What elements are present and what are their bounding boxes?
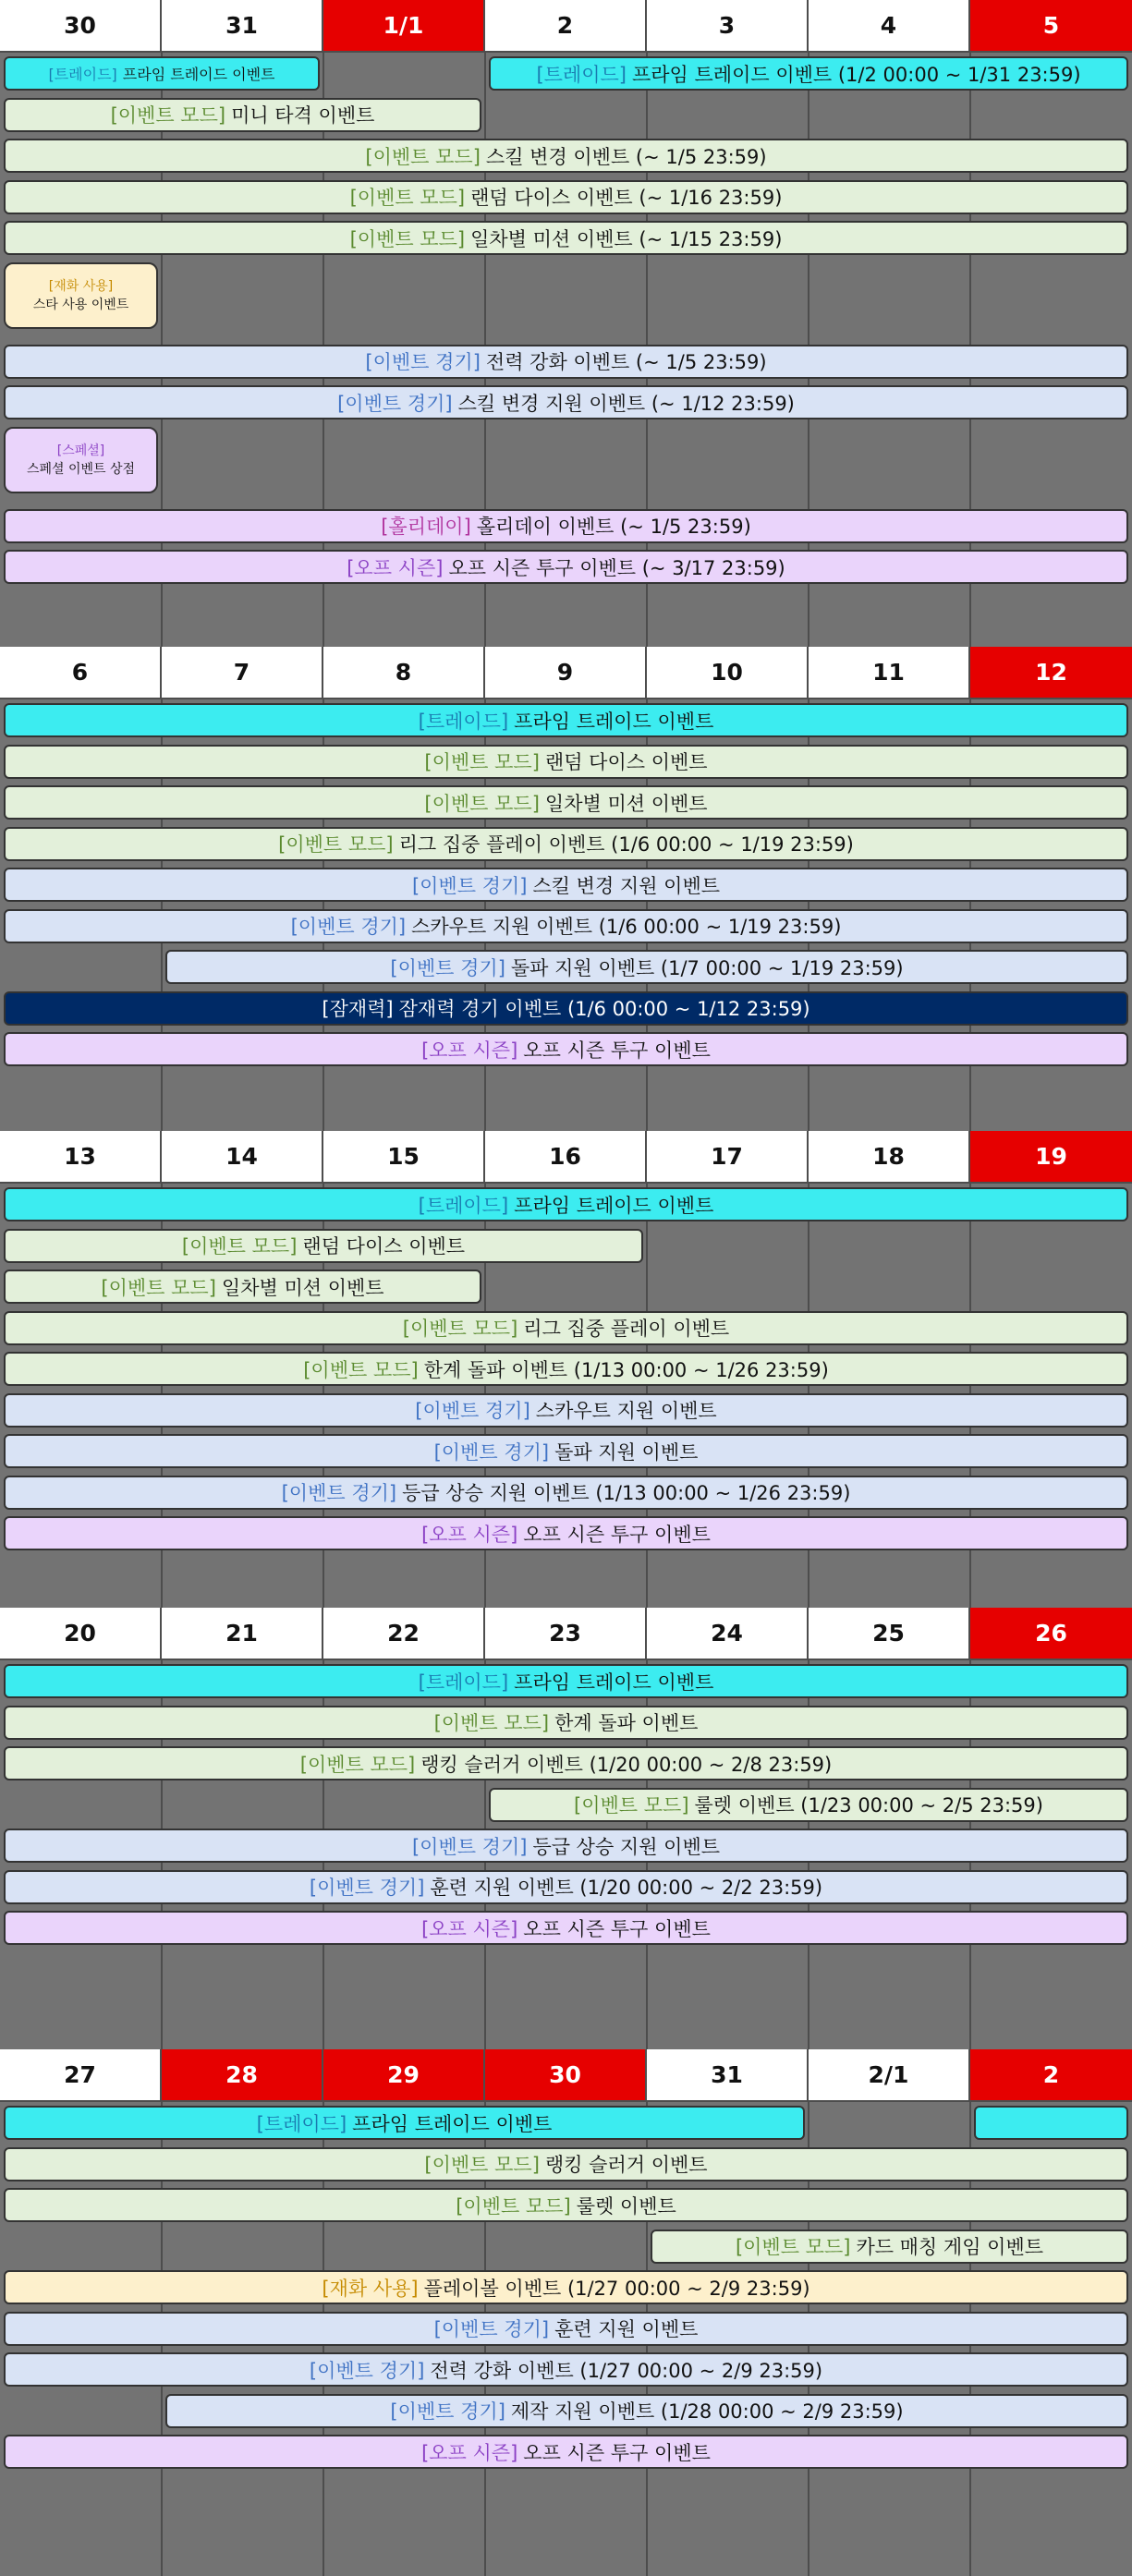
event-title: 카드 매칭 게임 이벤트 [856,2236,1044,2258]
event-category-tag: [이벤트 경기] [433,2318,550,2340]
event-category-tag: [이벤트 경기] [290,916,407,938]
event-category-tag: [이벤트 모드] [735,2236,851,2258]
event-category-tag: [이벤트 모드] [299,1753,416,1776]
event-category-tag: [이벤트 경기] [411,1835,528,1858]
event-bar[interactable] [165,2394,1128,2428]
event-bar[interactable] [4,827,1128,861]
event-bar[interactable] [4,98,481,132]
event-title: 랭킹 슬러거 이벤트 [544,2154,708,2176]
event-title: 리그 집중 플레이 이벤트 [523,1318,730,1340]
event-category-tag: [이벤트 모드] [433,1712,550,1734]
event-category-tag: [이벤트 모드] [574,1794,689,1817]
event-title: 제작 지원 이벤트 (1/28 00:00 ~ 2/9 23:59) [510,2400,904,2423]
day-cell[interactable]: 31 [647,2049,809,2102]
event-title: 잠재력 경기 이벤트 (1/6 00:00 ~ 1/12 23:59) [398,998,810,1020]
event-bar[interactable] [4,56,320,91]
event-title: 랭킹 슬러거 이벤트 (1/20 00:00 ~ 2/8 23:59) [420,1753,833,1776]
event-category-tag: [이벤트 모드] [424,751,540,773]
week-header [0,1608,1132,1660]
event-bar[interactable] [4,262,158,329]
event-title: 전력 강화 이벤트 (1/27 00:00 ~ 2/9 23:59) [430,2359,823,2382]
event-category-tag: [이벤트 모드] [402,1318,518,1340]
event-bar[interactable] [4,2435,1128,2469]
event-category-tag: [이벤트 경기] [309,1877,425,1899]
day-cell[interactable]: 16 [485,1131,647,1184]
event-bar[interactable] [4,385,1128,419]
day-cell[interactable]: 2 [485,0,647,53]
event-category-tag: [이벤트 모드] [101,1276,216,1299]
day-cell[interactable]: 9 [485,647,647,699]
event-title: 등급 상승 지원 이벤트 [532,1835,721,1858]
day-cell[interactable]: 21 [162,1608,323,1660]
day-cell[interactable]: 10 [647,647,809,699]
event-bar[interactable] [4,2270,1128,2304]
event-title: 스타 사용 이벤트 [32,297,129,312]
event-bar[interactable] [4,1706,1128,1740]
day-cell[interactable]: 12 [970,647,1132,699]
event-category-tag: [이벤트 모드] [349,187,466,209]
event-title: 오프 시즌 투구 이벤트 [523,1917,711,1940]
week-header [0,0,1132,53]
event-bar[interactable] [4,2106,805,2140]
event-title: 한계 돌파 이벤트 (1/13 00:00 ~ 1/26 23:59) [423,1358,829,1381]
event-title: 등급 상승 지원 이벤트 (1/13 00:00 ~ 1/26 23:59) [402,1482,851,1504]
calendar-week-5 [0,2049,1132,2576]
event-bar[interactable] [4,1516,1128,1550]
day-cell[interactable]: 30 [0,0,162,53]
day-cell[interactable]: 4 [809,0,970,53]
event-category-tag: [이벤트 경기] [365,351,481,373]
day-cell[interactable]: 20 [0,1608,162,1660]
event-category-tag: [트레이드] [418,1194,509,1217]
event-bar[interactable] [165,950,1128,984]
event-category-tag: [오프 시즌] [421,1917,518,1940]
day-cell[interactable]: 14 [162,1131,323,1184]
event-title: 프라임 트레이드 이벤트 [352,2112,553,2135]
day-cell[interactable]: 5 [970,0,1132,53]
event-bar[interactable] [4,1187,1128,1221]
day-cell[interactable]: 29 [323,2049,485,2102]
event-bar[interactable] [4,2352,1128,2387]
event-category-tag: [이벤트 모드] [349,227,466,250]
event-title: 리그 집중 플레이 이벤트 (1/6 00:00 ~ 1/19 23:59) [398,833,854,856]
event-category-tag: [이벤트 모드] [424,792,540,815]
day-cell[interactable]: 8 [323,647,485,699]
day-cell[interactable]: 7 [162,647,323,699]
event-bar[interactable] [4,2312,1128,2346]
day-cell[interactable]: 2/1 [809,2049,970,2102]
day-cell[interactable]: 26 [970,1608,1132,1660]
event-category-tag: [오프 시즌] [421,1523,518,1546]
event-title: 훈련 지원 이벤트 (1/20 00:00 ~ 2/2 23:59) [430,1877,823,1899]
event-bar[interactable] [974,2106,1128,2140]
event-title: 프라임 트레이드 이벤트 [514,1671,714,1694]
event-bar[interactable] [4,868,1128,902]
event-category-tag: [이벤트 경기] [281,1482,397,1504]
event-bar[interactable] [4,909,1128,943]
event-bar[interactable] [4,509,1128,543]
event-category-tag: [트레이드] [256,2112,347,2135]
week-header [0,1131,1132,1184]
event-title: 돌파 지원 이벤트 (1/7 00:00 ~ 1/19 23:59) [510,956,904,979]
event-category-tag: [재화 사용] [322,2277,419,2300]
event-category-tag: [홀리데이] [381,516,471,538]
event-title: 일차별 미션 이벤트 [544,792,708,815]
event-category-tag: [이벤트 모드] [303,1358,419,1381]
event-bar[interactable] [4,427,158,493]
event-title: 룰렛 이벤트 (1/23 00:00 ~ 2/5 23:59) [694,1794,1043,1817]
event-title: 스카우트 지원 이벤트 [535,1400,717,1422]
event-bar[interactable] [4,1352,1128,1386]
event-category-tag: [이벤트 경기] [415,1400,530,1422]
event-bar[interactable] [4,1829,1128,1863]
day-cell[interactable]: 22 [323,1608,485,1660]
event-category-tag: [이벤트 모드] [424,2154,540,2176]
event-bar[interactable] [4,180,1128,214]
day-cell[interactable]: 18 [809,1131,970,1184]
event-title: 플레이볼 이벤트 (1/27 00:00 ~ 2/9 23:59) [423,2277,810,2300]
day-cell[interactable]: 11 [809,647,970,699]
day-cell[interactable]: 15 [323,1131,485,1184]
event-title: 프라임 트레이드 이벤트 [122,66,275,83]
event-bar[interactable] [4,745,1128,779]
event-title: 전력 강화 이벤트 (~ 1/5 23:59) [485,351,767,373]
event-category-tag: [이벤트 경기] [390,2400,505,2423]
day-cell[interactable]: 6 [0,647,162,699]
event-bar[interactable] [4,703,1128,737]
event-title: 스킬 변경 지원 이벤트 [532,874,721,897]
event-title: 랜덤 다이스 이벤트 [544,751,708,773]
event-bar[interactable] [4,139,1128,173]
calendar-week-2 [0,647,1132,1131]
event-category-tag: [잠재력] [322,998,394,1020]
day-cell[interactable]: 1/1 [323,0,485,53]
event-title: 일차별 미션 이벤트 [221,1276,384,1299]
event-title: 훈련 지원 이벤트 [554,2318,699,2340]
event-bar[interactable] [4,1911,1128,1945]
event-bar[interactable] [4,345,1128,379]
event-title: 홀리데이 이벤트 (~ 1/5 23:59) [476,516,751,538]
event-title: 한계 돌파 이벤트 [554,1712,699,1734]
event-bar[interactable] [4,1870,1128,1904]
event-bar[interactable] [4,550,1128,584]
event-category-tag: [이벤트 경기] [433,1440,550,1464]
event-category-tag: [오프 시즌] [347,556,444,579]
event-category-tag: [이벤트 경기] [411,874,528,897]
event-title: 오프 시즌 투구 이벤트 (~ 3/17 23:59) [448,556,785,579]
event-title: 스페셜 이벤트 상점 [26,461,136,477]
day-cell[interactable]: 24 [647,1608,809,1660]
calendar-week-4 [0,1608,1132,2049]
event-bar[interactable] [4,1664,1128,1698]
event-category-tag: [재화 사용] [48,278,114,294]
event-title: 오프 시즌 투구 이벤트 [523,2441,711,2464]
day-cell[interactable]: 30 [485,2049,647,2102]
day-cell[interactable]: 27 [0,2049,162,2102]
calendar-week-3 [0,1131,1132,1608]
event-bar[interactable] [4,221,1128,255]
event-category-tag: [이벤트 경기] [390,956,505,979]
event-bar[interactable] [489,1788,1128,1822]
event-bar[interactable] [4,785,1128,820]
day-cell[interactable]: 31 [162,0,323,53]
event-bar[interactable] [651,2230,1128,2264]
event-category-tag: [이벤트 모드] [456,2194,571,2218]
event-bar[interactable] [4,2188,1128,2222]
event-bar[interactable] [4,1476,1128,1510]
event-category-tag: [오프 시즌] [421,2441,518,2464]
event-title: 스킬 변경 이벤트 (~ 1/5 23:59) [485,145,767,168]
day-cell[interactable]: 17 [647,1131,809,1184]
event-title: 스카우트 지원 이벤트 (1/6 00:00 ~ 1/19 23:59) [411,916,842,938]
event-bar[interactable] [4,1229,643,1263]
event-title: 일차별 미션 이벤트 (~ 1/15 23:59) [470,227,783,250]
day-cell[interactable]: 28 [162,2049,323,2102]
event-title: 랜덤 다이스 이벤트 (~ 1/16 23:59) [470,187,783,209]
event-title: 프라임 트레이드 이벤트 (1/2 00:00 ~ 1/31 23:59) [631,63,1081,86]
event-category-tag: [트레이드] [418,1671,509,1694]
event-title: 스킬 변경 지원 이벤트 (~ 1/12 23:59) [457,392,795,415]
event-category-tag: [이벤트 모드] [110,104,226,127]
event-category-tag: [트레이드] [418,710,509,733]
event-category-tag: [이벤트 경기] [337,392,453,415]
day-cell[interactable]: 3 [647,0,809,53]
event-title: 랜덤 다이스 이벤트 [302,1235,466,1258]
event-title: 미니 타격 이벤트 [231,104,375,127]
event-bar[interactable] [4,1311,1128,1345]
event-category-tag: [트레이드] [48,66,117,83]
event-bar[interactable] [4,1270,481,1304]
day-cell[interactable]: 25 [809,1608,970,1660]
event-title: 프라임 트레이드 이벤트 [514,710,714,733]
day-cell[interactable]: 2 [970,2049,1132,2102]
calendar-week-1 [0,0,1132,647]
event-category-tag: [이벤트 모드] [365,145,481,168]
event-bar[interactable] [4,2147,1128,2181]
event-bar[interactable] [489,56,1128,91]
event-title: 오프 시즌 투구 이벤트 [523,1039,711,1062]
week-header [0,647,1132,699]
event-category-tag: [스페셜] [56,443,105,458]
event-category-tag: [이벤트 경기] [309,2359,425,2382]
week-header [0,2049,1132,2102]
event-title: 돌파 지원 이벤트 [554,1440,699,1464]
event-category-tag: [이벤트 모드] [181,1235,298,1258]
event-category-tag: [이벤트 모드] [278,833,394,856]
event-category-tag: [오프 시즌] [421,1039,518,1062]
day-cell[interactable]: 13 [0,1131,162,1184]
event-bar[interactable] [4,1393,1128,1428]
event-bar[interactable] [4,991,1128,1026]
event-title: 룰렛 이벤트 [576,2194,676,2218]
event-bar[interactable] [4,1032,1128,1066]
day-cell[interactable]: 19 [970,1131,1132,1184]
event-bar[interactable] [4,1434,1128,1468]
day-cell[interactable]: 23 [485,1608,647,1660]
event-title: 프라임 트레이드 이벤트 [514,1194,714,1217]
event-title: 오프 시즌 투구 이벤트 [523,1523,711,1546]
event-bar[interactable] [4,1746,1128,1780]
event-category-tag: [트레이드] [536,63,627,86]
